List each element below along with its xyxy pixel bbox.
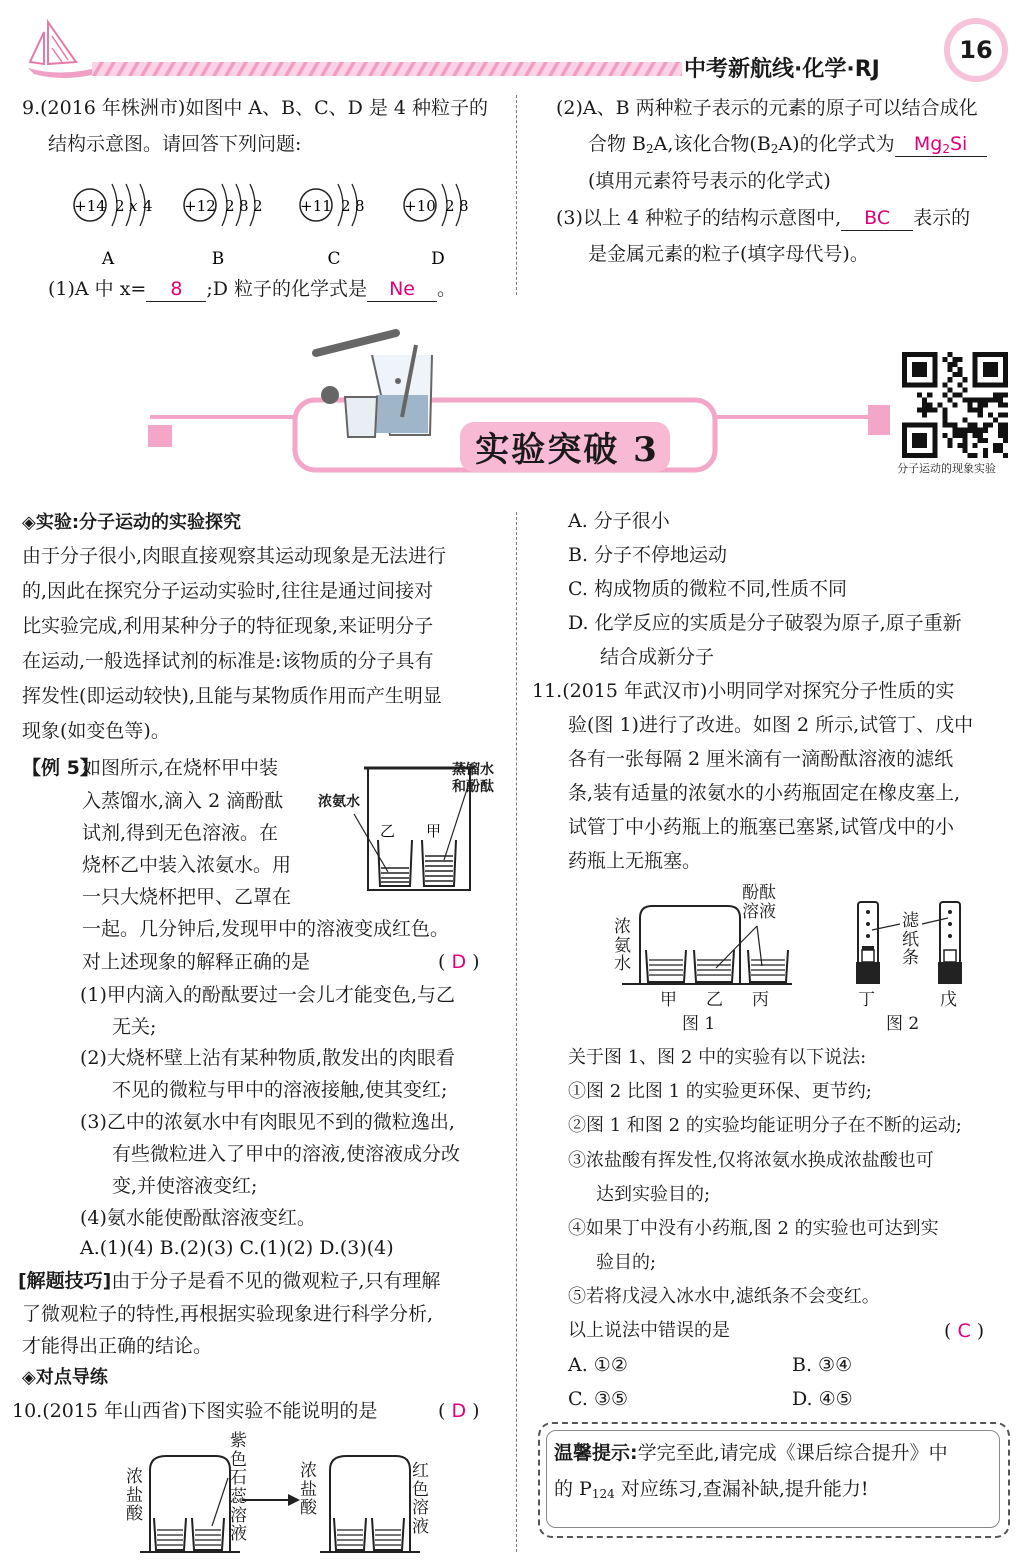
reminder-line1 (554, 1442, 948, 1465)
q9-part2-sub-a: 2 (646, 142, 654, 156)
q10-label-acid-1: 浓盐酸 (126, 1467, 143, 1525)
intro-line: 比实验完成,利用某种分子的特征现象,来证明分子 (22, 615, 434, 637)
atom-shell-electrons: 4 (143, 197, 153, 215)
intro-line: 现象(如变色等)。 (22, 720, 170, 742)
reminder-line2 (554, 1478, 869, 1501)
q11-statement: 关于图 1、图 2 中的实验有以下说法: (568, 1047, 867, 1068)
q10-label-litmus: 紫色石蕊溶液 (230, 1431, 247, 1545)
reminder-text-2a: 的 P (554, 1478, 592, 1500)
q9-part3-line1 (556, 207, 970, 231)
q9-part3-text-a: (3)以上 4 种粒子的结构示意图中, (556, 207, 842, 229)
fig-label-yi: 乙 (380, 822, 396, 840)
q10-option: 结合成新分子 (600, 646, 715, 668)
experiment-heading (22, 512, 241, 534)
q11-statement: 验目的; (596, 1252, 657, 1273)
fig2-label-ding: 丁 (858, 990, 875, 1010)
reminder-text-1: 学完至此,请完成《课后综合提升》中 (637, 1442, 948, 1464)
example-5-line: 一只大烧杯把甲、乙罩在 (82, 886, 292, 908)
column-divider-top (516, 95, 517, 295)
q11-line: 药瓶上无瓶塞。 (568, 850, 702, 872)
atom-nucleus-label: +10 (404, 197, 436, 215)
intro-line: 挥发性(即运动较快),且能与某物质作用而产生明显 (22, 685, 442, 707)
atom-particle-C (300, 184, 365, 269)
atom-shell-electrons: 2 (225, 197, 235, 215)
atom-shell-electrons: 8 (355, 197, 365, 215)
example-5-line: 对上述现象的解释正确的是 (82, 951, 311, 973)
q9-answer-metal: BC (841, 207, 913, 231)
q11-statement: ④如果丁中没有小药瓶,图 2 的实验也可达到实 (568, 1218, 939, 1239)
q10-figure (120, 1430, 440, 1560)
q10-label-red: 红色溶液 (412, 1461, 429, 1538)
example-5-line: 烧杯乙中装入浓氨水。用 (82, 854, 292, 876)
reminder-page-sub: 124 (591, 1487, 615, 1501)
q9-part2-text-a: 合物 B (588, 133, 647, 155)
page-number-badge (944, 18, 1008, 82)
q9-part2-line2 (588, 133, 987, 157)
atom-particle-A (74, 184, 153, 269)
intro-line: 由于分子很小,肉眼直接观察其运动现象是无法进行 (22, 545, 447, 567)
q9-part2-text-c: A)的化学式为 (778, 133, 895, 155)
diamond-bullet-icon: ◈ (22, 1367, 36, 1388)
page-number: 16 (950, 24, 1002, 76)
q11-statement: ③浓盐酸有挥发性,仅将浓氨水换成浓盐酸也可 (568, 1150, 934, 1171)
example-5-option: 不见的微粒与甲中的溶液接触,使其变红; (112, 1079, 448, 1101)
reminder-text-2b: 对应练习,查漏补缺,提升能力! (614, 1478, 869, 1500)
example-5-tag: 【例 5】 (22, 757, 99, 779)
q10-stem: 10.(2015 年山西省)下图实验不能说明的是 (12, 1400, 378, 1422)
q10-label-acid-2: 浓盐酸 (300, 1461, 317, 1519)
example-5-line: 如图所示,在烧杯甲中装 (82, 757, 279, 779)
solution-tip-line1 (18, 1270, 440, 1293)
q9-part3-line2: 是金属元素的粒子(填字母代号)。 (588, 243, 869, 265)
example-5-line: 一起。几分钟后,发现甲中的溶液变成红色。 (82, 918, 450, 940)
q11-choice-a: A. ①② (568, 1354, 628, 1376)
atom-shell-electrons: 8 (239, 197, 249, 215)
section-title: 实验突破 3 (475, 430, 659, 470)
example-5-option: 无关; (112, 1016, 157, 1038)
practice-heading-text: 对点导练 (35, 1367, 108, 1388)
q11-line: 条,装有适量的浓氨水的小药瓶固定在橡皮塞上, (568, 782, 961, 804)
example-5-line: 试剂,得到无色溶液。在 (82, 822, 279, 844)
example-5-option: (2)大烧杯壁上沾有某种物质,散发出的肉眼看 (80, 1047, 455, 1069)
solution-tip-line2: 了微观粒子的特性,再根据实验现象进行科学分析, (22, 1303, 434, 1325)
q9-part2-sub-b: 2 (770, 142, 779, 156)
example-5-option: (1)甲内滴入的酚酞要过一会儿才能变色,与乙 (80, 984, 455, 1006)
fig-label-phenol: 和酚酞 (452, 779, 494, 795)
series-title: 中考新航线·化学·RJ (684, 57, 880, 82)
atom-structure-diagram (60, 170, 500, 270)
example-5-option: 变,并使溶液变红; (112, 1175, 258, 1197)
q9-part1 (48, 278, 456, 302)
q9-answer-d: Ne (367, 278, 437, 302)
q11-line: 验(图 1)进行了改进。如图 2 所示,试管丁、戊中 (568, 714, 974, 736)
q9-part1-text-b: ;D 粒子的化学式是 (206, 278, 368, 300)
q9-stem-2: 结构示意图。请回答下列问题: (48, 133, 302, 155)
example-5-option: (4)氨水能使酚酞溶液变红。 (80, 1207, 316, 1229)
experiment-heading-text: 实验:分子运动的实验探究 (35, 512, 242, 533)
fig-label-jia: 甲 (426, 822, 442, 840)
q10-answer-value: D (451, 1400, 467, 1422)
q9-formula-sub: 2 (942, 142, 950, 156)
atom-shell-electrons: 2 (341, 197, 351, 215)
q9-stem-1: 9.(2016 年株洲市)如图中 A、B、C、D 是 4 种粒子的 (22, 97, 489, 119)
q10-answer: ( D ) (438, 1400, 480, 1422)
q9-part2-line3: (填用元素符号表示的化学式) (588, 170, 831, 192)
example-5-option: 有些微粒进入了甲中的溶液,使溶液成分改 (112, 1143, 461, 1165)
fig2-caption: 图 2 (886, 1014, 920, 1034)
header-stripe (92, 62, 682, 76)
q11-line: 11.(2015 年武汉市)小明同学对探究分子性质的实 (532, 680, 955, 702)
solution-tip-line3: 才能得出正确的结论。 (22, 1335, 213, 1357)
q11-answer: ( C ) (944, 1320, 985, 1342)
qr-code-icon[interactable] (902, 352, 1008, 458)
qr-caption: 分子运动的现象实验 (897, 462, 996, 475)
fig-label-water: 蒸馏水 (452, 762, 494, 778)
q10-option: D. 化学反应的实质是分子破裂为原子,原子重新 (568, 612, 962, 634)
q11-answer-value: C (957, 1320, 971, 1342)
q9-formula-mg: Mg (913, 133, 943, 155)
atom-shell-electrons: 2 (445, 197, 455, 215)
fig1-label-phenol: 酚酞溶液 (742, 883, 776, 922)
fig1-label-bing: 丙 (752, 990, 769, 1010)
q9-answer-x: 8 (146, 278, 206, 302)
atom-shell-electrons: 2 (253, 197, 263, 215)
fig1-caption: 图 1 (682, 1014, 716, 1034)
diamond-bullet-icon: ◈ (22, 512, 36, 533)
fig2-label-wu: 戊 (940, 990, 957, 1010)
q9-answer-formula (895, 133, 987, 157)
q11-statement: 达到实验目的; (596, 1184, 711, 1205)
q11-statement: ②图 1 和图 2 的实验均能证明分子在不断的运动; (568, 1115, 962, 1136)
q11-statement: 以上说法中错误的是 (568, 1320, 730, 1341)
atom-particle-D (404, 184, 469, 269)
q9-formula-si: Si (949, 133, 968, 155)
atom-label: C (327, 249, 341, 269)
example-5-option: (3)乙中的浓氨水中有肉眼见不到的微粒逸出, (80, 1111, 455, 1133)
q11-choice-c: C. ③⑤ (568, 1388, 629, 1410)
example-5-answer: ( D ) (438, 951, 480, 973)
fig1-label-yi: 乙 (706, 990, 723, 1010)
atom-label: B (211, 249, 225, 269)
atom-nucleus-label: +11 (300, 197, 332, 215)
q9-part3-text-b: 表示的 (913, 207, 971, 229)
q11-choice-d: D. ④⑤ (792, 1388, 853, 1410)
atom-nucleus-label: +12 (184, 197, 216, 215)
column-divider-bottom (516, 512, 517, 1552)
q11-line: 试管丁中小药瓶上的瓶塞已塞紧,试管戊中的小 (568, 816, 955, 838)
intro-line: 的,因此在探究分子运动实验时,往往是通过间接对 (22, 580, 434, 602)
q9-part1-end: 。 (437, 278, 457, 300)
q9-part1-text-a: (1)A 中 x= (48, 278, 147, 300)
q10-option: B. 分子不停地运动 (568, 544, 728, 566)
fig-label-ammonia: 浓氨水 (318, 794, 360, 810)
practice-heading (22, 1367, 108, 1389)
q9-part2-line1: (2)A、B 两种粒子表示的元素的原子可以结合成化 (556, 97, 978, 119)
fig1-label-jia: 甲 (660, 990, 677, 1010)
fig2-label-paper: 滤纸条 (902, 911, 919, 969)
fig1-label-ammonia: 浓氨水 (614, 917, 631, 975)
atom-label: D (431, 249, 445, 269)
atom-nucleus-label: +14 (74, 197, 106, 215)
q11-statement: ①图 2 比图 1 的实验更环保、更节约; (568, 1081, 872, 1102)
solution-tip-tag: [解题技巧] (18, 1270, 112, 1292)
atom-shell-electrons: 8 (459, 197, 469, 215)
atom-shell-electrons: x (129, 197, 138, 215)
q11-choice-b: B. ③④ (792, 1354, 853, 1376)
q10-option: C. 构成物质的微粒不同,性质不同 (568, 578, 847, 600)
q9-part2-text-b: A,该化合物(B (653, 133, 771, 155)
example-5-choices: A.(1)(4) B.(2)(3) C.(1)(2) D.(3)(4) (80, 1237, 394, 1259)
reminder-tag: 温馨提示: (554, 1442, 638, 1464)
atom-shell-electrons: 2 (115, 197, 125, 215)
solution-tip-text-1: 由于分子是看不见的微观粒子,只有理解 (111, 1270, 441, 1292)
q11-statement: ⑤若将戊浸入冰水中,滤纸条不会变红。 (568, 1286, 880, 1307)
example-5-line: 入蒸馏水,滴入 2 滴酚酞 (82, 790, 284, 812)
q11-line: 各有一张每隔 2 厘米滴有一滴酚酞溶液的滤纸 (568, 748, 954, 770)
example-5-answer-value: D (451, 951, 467, 973)
atom-particle-B (184, 184, 263, 269)
intro-line: 在运动,一般选择试剂的标准是:该物质的分子具有 (22, 650, 434, 672)
header (0, 0, 1031, 90)
q10-option: A. 分子很小 (568, 510, 670, 532)
atom-label: A (101, 249, 115, 269)
